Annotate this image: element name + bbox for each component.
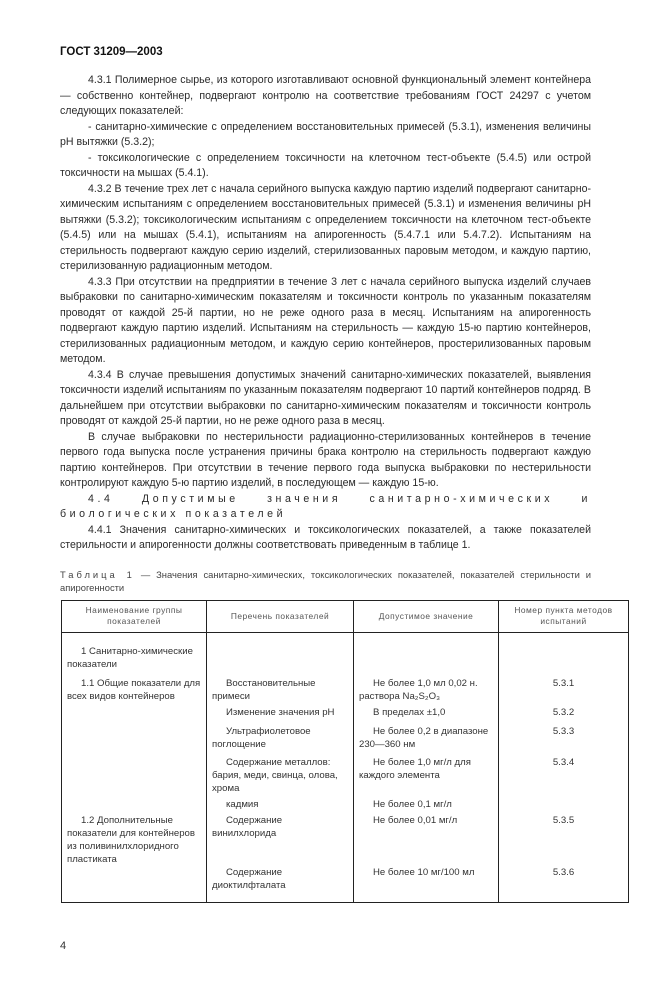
value-cell	[354, 632, 499, 671]
group-cell	[62, 795, 207, 811]
paragraph: 4.3.2 В течение трех лет с начала серийного выпуска каждую партию изделий подвергают санитарно-химическим испытаниям с определением восстановительных примесей (5.3.1) и изменения величины pH вытяжки (5.3.2); токсикологическим испытаниям с определением токсичности на клеточном тест-объекте (5.4.5) или на мышах (5.4.1), испытаниям на апирогенность (5.4.7.1 или 5.4.7.2). Испытаниям на стерильность подвергают каждую серию изделий, стерилизованных паровым методом, и каждую партию, стерилизованную радиационным методом.	[60, 182, 591, 272]
paragraph: 4.4.1 Значения санитарно-химических и токсикологических показателей, а также показателей стерильности и апирогенности должны соответствовать приведенным в таблице 1.	[60, 523, 591, 551]
indicator-cell: Восстановительные примеси	[207, 671, 354, 703]
group-cell: 1.2 Дополнительные показатели для контейнеров из поливинилхлоридного пластиката	[62, 811, 207, 866]
table-1	[61, 600, 629, 903]
method-cell	[499, 795, 629, 811]
table-row	[62, 751, 629, 795]
value-cell: Не более 0,1 мг/л	[354, 795, 499, 811]
indicator-cell: Содержание металлов: бария, меди, свинца, олова, хрома	[207, 751, 354, 795]
indicator-cell	[207, 632, 354, 671]
column-header: Перечень показателей	[207, 600, 354, 632]
value-cell: В пределах ±1,0	[354, 703, 499, 719]
value-cell: Не более 1,0 мл 0,02 н. раствора Na₂S₂O₃	[354, 671, 499, 703]
value-cell: Не более 0,2 в диапазоне 230—360 нм	[354, 719, 499, 751]
paragraph: 4.3.1 Полимерное сырье, из которого изготавливают основной функциональный элемент контейнера — собственно контейнер, подвергают контролю на соответствие требованиям ГОСТ 24297 с учетом следующих показателей:	[60, 74, 591, 117]
value-cell: Не более 0,01 мг/л	[354, 811, 499, 866]
indicator-cell: Содержание диоктилфталата	[207, 866, 354, 903]
method-cell: 5.3.5	[499, 811, 629, 866]
indicator-cell: кадмия	[207, 795, 354, 811]
group-cell: 1 Санитарно-химические показатели	[62, 632, 207, 671]
section-heading: 4.4 Допустимые значения санитарно-химических и биологических показателей	[60, 492, 591, 520]
column-header: Номер пункта методов испытаний	[499, 600, 629, 632]
paragraph: В случае выбраковки по нестерильности радиационно-стерилизованных контейнеров в течение первого года выпуска после устранения причины брака контролю на стерильность подвергают каждую партию контейнеров. При отсутствии в течение первого года выпуска выбраковки по нестерильности контролируют каждую 5-ю партию изделий, в последующем — каждую 15-ю.	[60, 430, 591, 489]
column-header: Наименование группы показателей	[62, 600, 207, 632]
paragraph: 4.3.3 При отсутствии на предприятии в течение 3 лет с начала серийного выпуска изделий случаев выбраковки по санитарно-химическим показателям и токсичности контроль по указанным показателям проводят от каждой 25-й партии, но не реже одного раза в месяц. Испытаниям на апирогенность подвергают каждую партию изделий. Испытаниям на стерильность — каждую 15-ю партию контейнеров, стерилизованных радиационным методом, и каждую серию контейнеров, простерилизованных паровым методом.	[60, 275, 591, 365]
table-body	[62, 632, 629, 902]
table-row	[62, 671, 629, 703]
document-body	[60, 73, 591, 594]
value-cell: Не более 10 мг/100 мл	[354, 866, 499, 903]
group-cell	[62, 866, 207, 903]
table-row	[62, 719, 629, 751]
page-number: 4	[60, 939, 67, 952]
indicator-cell: Ультрафиолетовое поглощение	[207, 719, 354, 751]
group-cell	[62, 719, 207, 751]
table-row	[62, 632, 629, 671]
group-cell	[62, 751, 207, 795]
group-cell: 1.1 Общие показатели для всех видов контейнеров	[62, 671, 207, 703]
document-header: ГОСТ 31209—2003	[60, 46, 163, 58]
method-cell: 5.3.1	[499, 671, 629, 703]
table-row	[62, 795, 629, 811]
table-row	[62, 703, 629, 719]
method-cell: 5.3.6	[499, 866, 629, 903]
method-cell: 5.3.3	[499, 719, 629, 751]
indicator-cell: Содержание винилхлорида	[207, 811, 354, 866]
paragraph: 4.3.4 В случае превышения допустимых значений санитарно-химических показателей, выявления токсичности изделий испытаниям по указанным показателям подвергают 10 партий контейнеров подряд. В дальнейшем при отсутствии выбраковки по санитарно-химическим показателям и токсичности контроль проводят от каждой 25-й партии, но не реже одного раза в месяц.	[60, 368, 591, 427]
table-caption-label: Таблица 1	[60, 568, 135, 580]
table-header-row	[62, 600, 629, 632]
method-cell: 5.3.2	[499, 703, 629, 719]
table-caption-text: — Значения санитарно-химических, токсикологических показателей, показателей стерильности и апирогенности	[60, 568, 591, 593]
group-cell	[62, 703, 207, 719]
indicator-cell: Изменение значения pH	[207, 703, 354, 719]
table-row	[62, 866, 629, 903]
table-caption	[60, 568, 591, 594]
paragraph: - санитарно-химические с определением восстановительных примесей (5.3.1), изменения величины pH вытяжки (5.3.2);	[60, 120, 591, 148]
column-header: Допустимое значение	[354, 600, 499, 632]
paragraph: - токсикологические с определением токсичности на клеточном тест-объекте (5.4.5) или острой токсичности на мышах (5.4.1).	[60, 151, 591, 179]
value-cell: Не более 1,0 мг/л для каждого элемента	[354, 751, 499, 795]
method-cell: 5.3.4	[499, 751, 629, 795]
method-cell	[499, 632, 629, 671]
table-row	[62, 811, 629, 866]
